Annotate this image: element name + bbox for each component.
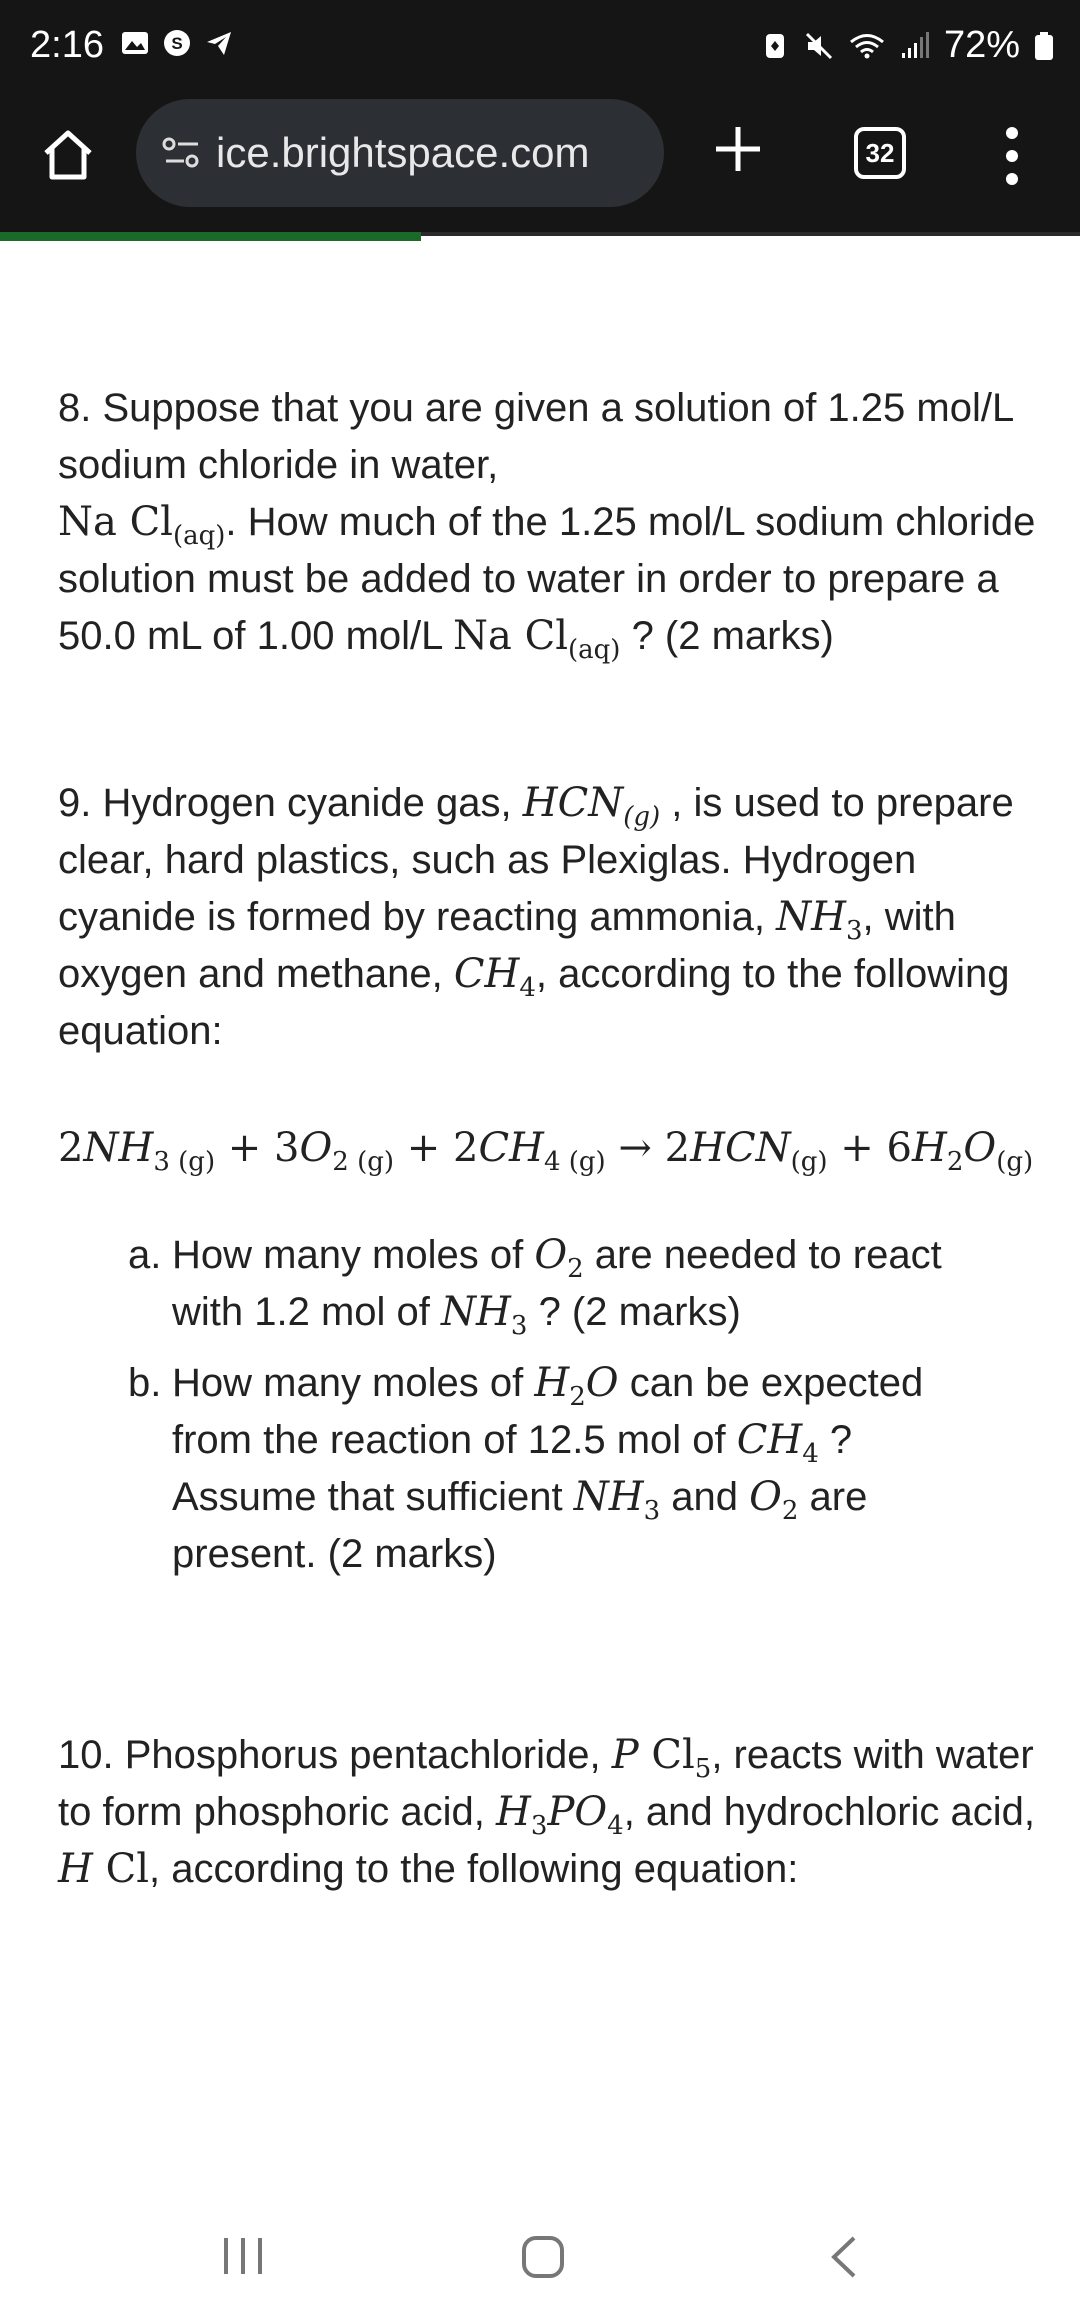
recent-apps-icon[interactable] <box>220 2236 266 2276</box>
question-9b: b. How many moles of $H_2O$ can be expected from the reaction of 12.5 mol of $CH_4$ ? Assume that sufficient $NH_3$ and $O_2$ are present. (2 marks) <box>128 1360 924 1576</box>
system-icons <box>760 24 1054 67</box>
site-settings-icon[interactable] <box>160 131 204 175</box>
home-icon[interactable] <box>38 125 98 185</box>
more-menu-icon[interactable] <box>1000 123 1024 189</box>
telegram-icon <box>204 28 234 58</box>
status-bar <box>0 0 1080 95</box>
reaction-equation: $2NH_{3 (g)} + 3O_{2 (g)} + 2CH_{4 (g)} \to 2HCN_{(g)} + 6H_2O_{(g)}$ <box>58 1125 1034 1177</box>
battery-percent: 72% <box>943 24 1020 66</box>
browser-toolbar <box>0 95 1080 235</box>
mute-icon <box>804 31 834 61</box>
s-app-icon <box>162 28 192 58</box>
nav-home-icon[interactable] <box>520 2234 566 2280</box>
wifi-icon <box>848 31 886 61</box>
new-tab-icon[interactable] <box>708 119 768 179</box>
address-bar[interactable] <box>136 99 664 207</box>
question-9-parts <box>58 1227 1058 1583</box>
page-load-progress <box>0 232 421 241</box>
tab-switcher-button[interactable]: 32 <box>854 127 906 179</box>
notification-icons <box>120 28 234 58</box>
question-9a: a. How many moles of $O_2$ are needed to react with 1.2 mol of $NH_3$ ? (2 marks) <box>128 1232 942 1341</box>
question-9: 9. Hydrogen cyanide gas, $HCN_{(g)}$ , is used to prepare clear, hard plastics, such as Plexiglas. Hydrogen cyanide is formed by reacting ammonia, $NH_3$, with oxygen and methane, $CH_4$, according to the following equation: <box>58 780 1014 1053</box>
battery-saver-icon <box>760 31 790 61</box>
page-content <box>58 380 1058 1898</box>
gallery-icon <box>120 28 150 58</box>
back-icon[interactable] <box>828 2234 858 2280</box>
battery-icon <box>1034 31 1054 61</box>
svg-text:S: S <box>171 34 183 53</box>
system-nav-bar <box>0 2190 1080 2316</box>
question-8: 8. Suppose that you are given a solution of 1.25 mol/L sodium chloride in water, Na $Cl_{(aq)}$. How much of the 1.25 mol/L sodium chloride solution must be added to water in order to prepare a 50.0 mL of 1.00 mol/L Na $Cl_{(aq)}$ ? (2 marks) <box>58 386 1036 665</box>
status-time: 2:16 <box>30 24 104 66</box>
question-10: 10. Phosphorus pentachloride, P $Cl_5$, reacts with water to form phosphoric acid, $H_3PO_4$, and hydrochloric acid, H Cl, according to the following equation: <box>58 1732 1036 1892</box>
url-text[interactable]: ice.brightspace.com <box>216 129 590 176</box>
signal-icon <box>900 31 930 61</box>
